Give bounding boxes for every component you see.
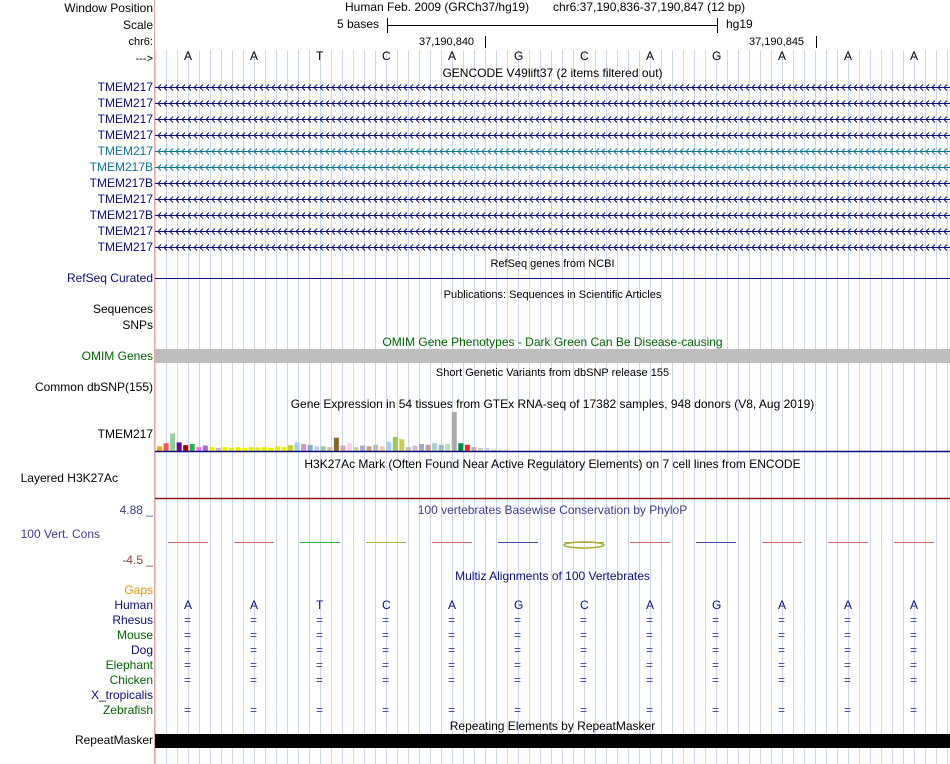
- base-letter: A: [778, 49, 787, 63]
- alignment-base: =: [250, 628, 258, 642]
- gtex-bar: [157, 446, 162, 451]
- gtex-bar: [236, 447, 241, 451]
- phylop-label[interactable]: 100 Vert. Cons: [20, 527, 100, 541]
- alignment-base: =: [382, 658, 390, 672]
- gtex-bar: [498, 449, 503, 451]
- base-letter: T: [316, 49, 324, 63]
- gtex-bar: [504, 449, 509, 451]
- publications-sequences-label[interactable]: Sequences: [92, 302, 153, 316]
- alignment-base: =: [382, 643, 390, 657]
- position-text: chr6:37,190,836-37,190,847 (12 bp): [553, 0, 746, 14]
- coord-label-1: 37,190,840: [419, 36, 475, 48]
- gtex-bar: [399, 439, 404, 451]
- alignment-base: =: [778, 703, 786, 717]
- alignment-base: =: [844, 703, 852, 717]
- gtex-bar: [242, 448, 247, 451]
- gencode-item-label[interactable]: TMEM217: [97, 112, 153, 126]
- alignment-base: =: [844, 658, 852, 672]
- alignment-base: =: [514, 613, 522, 627]
- gencode-item-label[interactable]: TMEM217: [97, 80, 153, 94]
- gtex-bar: [478, 448, 483, 451]
- gtex-bar: [471, 447, 476, 451]
- alignment-base: =: [184, 643, 192, 657]
- gtex-bar: [458, 443, 463, 451]
- gtex-bar: [295, 442, 300, 451]
- alignment-base: =: [184, 613, 192, 627]
- gtex-bar: [301, 444, 306, 451]
- gtex-bar: [380, 446, 385, 451]
- gencode-item-label[interactable]: TMEM217B: [89, 160, 153, 174]
- gencode-item-label[interactable]: TMEM217: [97, 192, 153, 206]
- gtex-bar: [445, 444, 450, 451]
- dbsnp-title: Short Genetic Variants from dbSNP release 155: [435, 367, 670, 379]
- alignment-base: =: [844, 673, 852, 687]
- gtex-bar: [465, 445, 470, 451]
- alignment-base: =: [646, 673, 654, 687]
- alignment-base: =: [778, 673, 786, 687]
- phylop-min-label: -4.5 _: [122, 553, 153, 567]
- omim-label[interactable]: OMIM Genes: [81, 349, 153, 363]
- gtex-bar: [216, 448, 221, 451]
- alignment-base: =: [448, 658, 456, 672]
- gencode-title: GENCODE V49lift37 (2 items filtered out): [442, 66, 663, 80]
- gtex-bar: [170, 433, 175, 451]
- alignment-base: C: [580, 598, 589, 612]
- alignment-base: =: [778, 658, 786, 672]
- gtex-bar: [419, 444, 424, 451]
- alignment-base: =: [712, 673, 720, 687]
- alignment-base: =: [712, 613, 720, 627]
- gtex-bar: [386, 442, 391, 451]
- gtex-bar: [491, 449, 496, 451]
- gencode-item-label[interactable]: TMEM217: [97, 144, 153, 158]
- alignment-base: =: [184, 658, 192, 672]
- base-letter: A: [250, 49, 259, 63]
- alignment-base: G: [514, 598, 524, 612]
- alignment-base: =: [910, 673, 918, 687]
- species-label[interactable]: X_tropicalis: [90, 688, 153, 702]
- base-letter: A: [448, 49, 457, 63]
- species-label[interactable]: Mouse: [116, 628, 153, 642]
- alignment-base: =: [316, 613, 324, 627]
- alignment-base: =: [514, 658, 522, 672]
- species-label[interactable]: Elephant: [105, 658, 153, 672]
- alignment-base: A: [778, 598, 787, 612]
- gencode-item-label[interactable]: TMEM217: [97, 240, 153, 254]
- alignment-base: A: [448, 598, 457, 612]
- gtex-label[interactable]: TMEM217: [97, 427, 153, 441]
- alignment-base: =: [250, 673, 258, 687]
- h3k27ac-title: H3K27Ac Mark (Often Found Near Active Regulatory Elements) on 7 cell lines from ENCODE: [304, 457, 801, 471]
- base-letter: A: [910, 49, 919, 63]
- track-labels: [0, 0, 153, 764]
- assembly-text: Human Feb. 2009 (GRCh37/hg19): [345, 0, 530, 14]
- alignment-base: =: [580, 628, 588, 642]
- alignment-base: =: [910, 613, 918, 627]
- alignment-base: =: [910, 703, 918, 717]
- alignment-base: =: [646, 643, 654, 657]
- gaps-label: Gaps: [124, 583, 153, 597]
- alignment-base: A: [910, 598, 919, 612]
- gtex-bar: [229, 448, 234, 451]
- gtex-bar: [439, 445, 444, 451]
- alignment-base: =: [250, 643, 258, 657]
- scale-text: 5 bases: [337, 17, 380, 31]
- chrom-label: chr6:: [128, 36, 153, 48]
- species-label[interactable]: Human: [114, 598, 153, 612]
- gtex-bar: [347, 443, 352, 451]
- alignment-base: =: [382, 613, 390, 627]
- alignment-base: =: [184, 628, 192, 642]
- alignment-base: =: [382, 673, 390, 687]
- alignment-base: C: [382, 598, 391, 612]
- gtex-bar: [308, 445, 313, 451]
- gtex-title: Gene Expression in 54 tissues from GTEx RNA-seq of 17382 samples, 948 donors (V8, Aug 2019): [290, 397, 815, 411]
- alignment-base: G: [712, 598, 722, 612]
- alignment-base: =: [646, 703, 654, 717]
- base-letter: G: [712, 49, 722, 63]
- alignment-base: =: [184, 703, 192, 717]
- alignment-base: =: [712, 658, 720, 672]
- alignment-base: =: [382, 628, 390, 642]
- gtex-bar: [196, 447, 201, 451]
- phylop-title: 100 vertebrates Basewise Conservation by PhyloP: [417, 503, 688, 517]
- alignment-base: =: [910, 628, 918, 642]
- scale-assembly: hg19: [726, 17, 753, 31]
- alignment-base: =: [316, 643, 324, 657]
- alignment-base: =: [250, 613, 258, 627]
- gtex-bar: [393, 437, 398, 451]
- gtex-bar: [321, 446, 326, 451]
- gtex-bar: [360, 446, 365, 451]
- alignment-base: =: [580, 658, 588, 672]
- alignment-base: =: [184, 673, 192, 687]
- strand-label: --->: [135, 53, 153, 65]
- alignment-base: =: [778, 628, 786, 642]
- gtex-bar: [183, 445, 188, 451]
- omim-title: OMIM Gene Phenotypes - Dark Green Can Be Disease-causing: [382, 335, 723, 349]
- alignment-base: A: [250, 598, 259, 612]
- base-letter: A: [844, 49, 853, 63]
- alignment-base: =: [316, 658, 324, 672]
- base-letter: A: [184, 49, 193, 63]
- gtex-bar: [340, 446, 345, 451]
- gtex-bar: [275, 446, 280, 451]
- alignment-base: =: [250, 703, 258, 717]
- repeatmasker-bar: [155, 734, 950, 748]
- gtex-bar: [203, 446, 208, 451]
- alignment-base: =: [448, 613, 456, 627]
- gtex-bar: [262, 447, 267, 451]
- gtex-bar: [327, 447, 332, 451]
- coord-label-2: 37,190,845: [749, 36, 805, 48]
- alignment-base: =: [316, 673, 324, 687]
- gtex-bar: [406, 447, 411, 451]
- gtex-bar: [190, 444, 195, 451]
- gtex-bar: [314, 446, 319, 451]
- alignment-base: A: [646, 598, 655, 612]
- gtex-bar: [268, 448, 273, 451]
- base-letter: C: [580, 49, 589, 63]
- gencode-item-label[interactable]: TMEM217B: [89, 176, 153, 190]
- gtex-bar: [367, 446, 372, 451]
- gtex-bar: [412, 446, 417, 451]
- alignment-base: =: [382, 703, 390, 717]
- gtex-bar: [164, 443, 169, 451]
- gtex-bar: [432, 443, 437, 451]
- alignment-base: =: [910, 658, 918, 672]
- gtex-bar: [334, 438, 339, 451]
- alignment-base: =: [448, 703, 456, 717]
- alignment-base: =: [514, 703, 522, 717]
- alignment-base: =: [910, 643, 918, 657]
- track-image[interactable]: [155, 0, 950, 764]
- gtex-bar: [209, 447, 214, 451]
- alignment-base: =: [580, 643, 588, 657]
- gencode-item-label[interactable]: TMEM217: [97, 224, 153, 238]
- alignment-base: A: [844, 598, 853, 612]
- gtex-bar: [354, 447, 359, 451]
- scale-label: Scale: [122, 18, 153, 32]
- alignment-base: =: [712, 703, 720, 717]
- alignment-base: T: [316, 598, 324, 612]
- gtex-bar: [426, 445, 431, 451]
- base-letter: A: [646, 49, 655, 63]
- alignment-base: =: [844, 613, 852, 627]
- gtex-bar: [373, 445, 378, 451]
- gtex-bar: [223, 447, 228, 451]
- gtex-bar: [177, 442, 182, 451]
- alignment-base: =: [580, 673, 588, 687]
- alignment-base: =: [514, 673, 522, 687]
- alignment-base: =: [250, 658, 258, 672]
- publications-title: Publications: Sequences in Scientific Articles: [443, 289, 662, 301]
- alignment-base: =: [514, 628, 522, 642]
- gencode-item-label[interactable]: TMEM217: [97, 128, 153, 142]
- species-label[interactable]: Rhesus: [112, 613, 153, 627]
- alignment-base: =: [778, 613, 786, 627]
- publications-snps-label[interactable]: SNPs: [122, 318, 153, 332]
- window-position-label: Window Position: [64, 1, 153, 15]
- gtex-bar: [452, 412, 457, 451]
- dbsnp-label[interactable]: Common dbSNP(155): [34, 380, 153, 394]
- alignment-base: =: [448, 643, 456, 657]
- gencode-item-label[interactable]: TMEM217B: [89, 208, 153, 222]
- species-label[interactable]: Dog: [130, 643, 153, 657]
- alignment-base: =: [448, 673, 456, 687]
- base-letter: G: [514, 49, 524, 63]
- alignment-base: =: [646, 628, 654, 642]
- gtex-bar: [485, 448, 490, 451]
- repeatmasker-label[interactable]: RepeatMasker: [74, 733, 153, 747]
- gtex-bar: [281, 447, 286, 451]
- gtex-bar: [255, 447, 260, 451]
- species-label[interactable]: Zebrafish: [102, 703, 153, 717]
- alignment-base: =: [316, 703, 324, 717]
- multiz-title: Multiz Alignments of 100 Vertebrates: [455, 569, 650, 583]
- alignment-base: =: [712, 643, 720, 657]
- gencode-item-label[interactable]: TMEM217: [97, 96, 153, 110]
- alignment-base: =: [580, 613, 588, 627]
- alignment-base: =: [448, 628, 456, 642]
- alignment-base: =: [844, 643, 852, 657]
- repeatmasker-title: Repeating Elements by RepeatMasker: [449, 719, 656, 733]
- alignment-base: =: [580, 703, 588, 717]
- phylop-max-label: 4.88 _: [119, 503, 153, 517]
- gtex-bar: [249, 447, 254, 451]
- alignment-base: =: [778, 643, 786, 657]
- alignment-base: =: [844, 628, 852, 642]
- alignment-base: =: [316, 628, 324, 642]
- track-graphics: [155, 0, 950, 764]
- refseq-title: RefSeq genes from NCBI: [490, 258, 615, 270]
- gtex-bar: [288, 445, 293, 451]
- h3k27ac-label[interactable]: Layered H3K27Ac: [20, 471, 118, 485]
- alignment-base: =: [646, 613, 654, 627]
- alignment-base: A: [184, 598, 193, 612]
- base-letter: C: [382, 49, 391, 63]
- species-label[interactable]: Chicken: [109, 673, 153, 687]
- alignment-base: =: [646, 658, 654, 672]
- alignment-base: =: [514, 643, 522, 657]
- alignment-base: =: [712, 628, 720, 642]
- omim-bar: [155, 349, 950, 363]
- refseq-label[interactable]: RefSeq Curated: [66, 271, 153, 285]
